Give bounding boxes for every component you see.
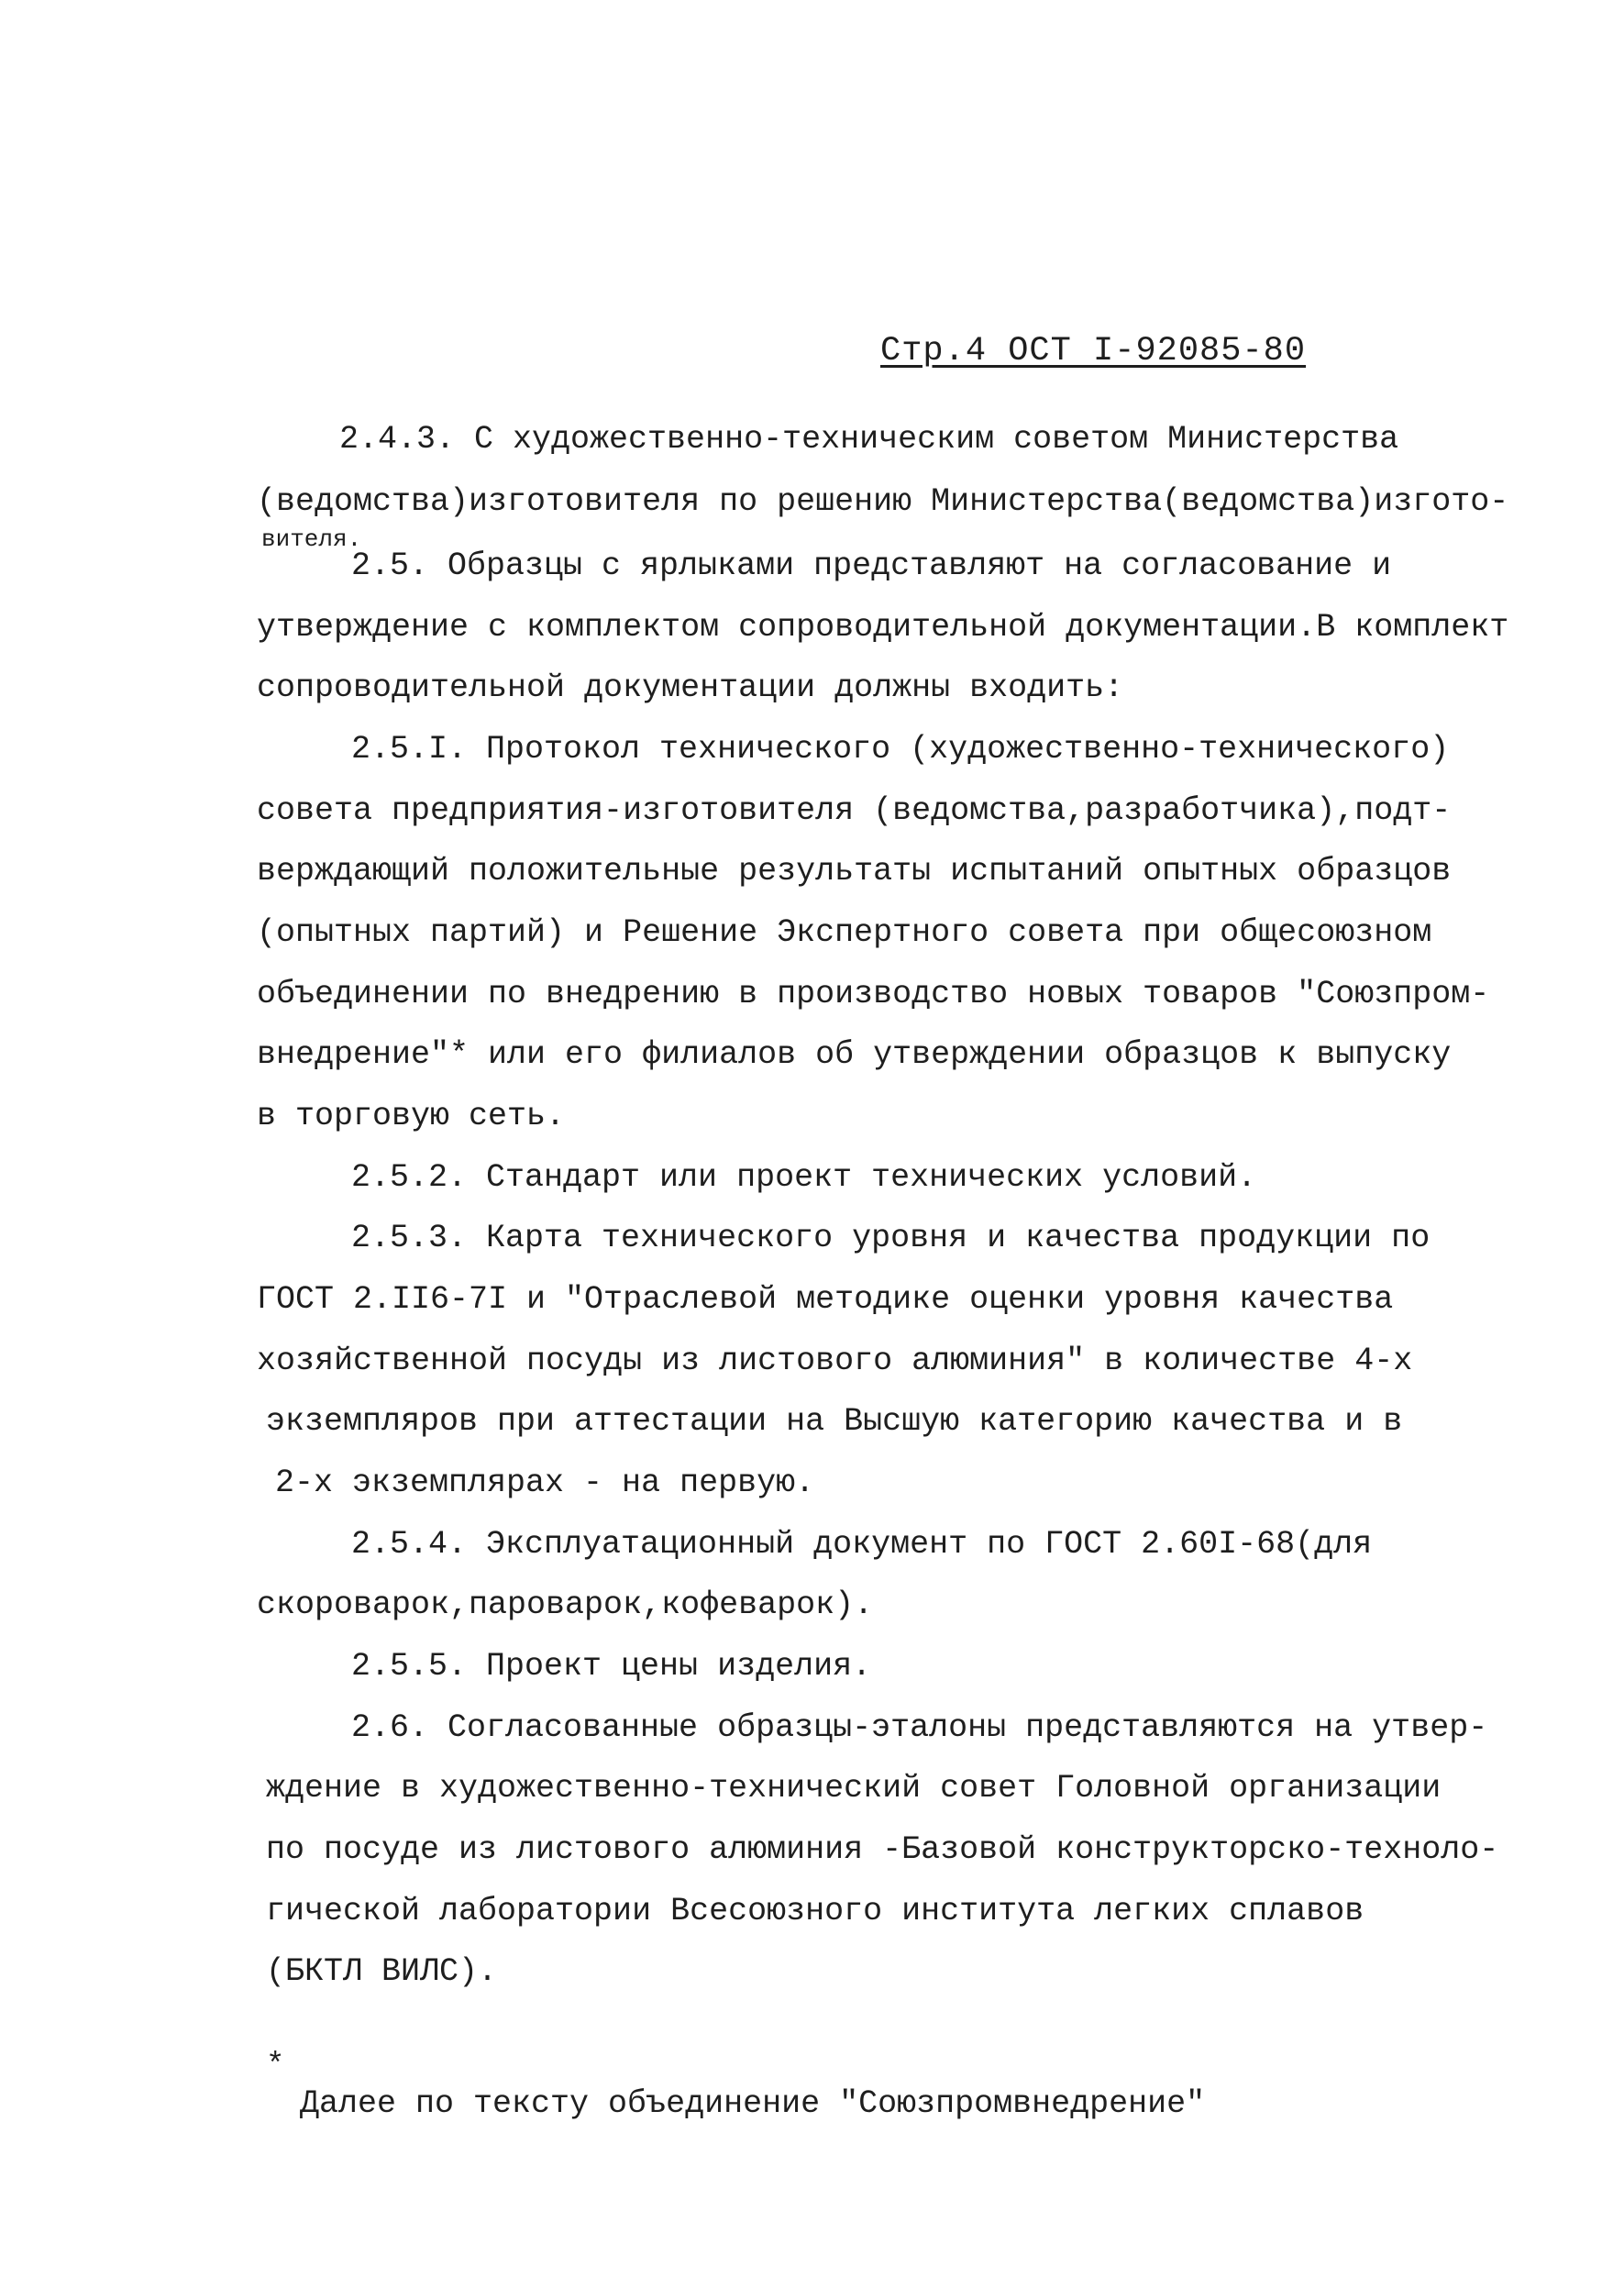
text-line: утверждение с комплектом сопроводительной документации.В комплект: [257, 609, 1509, 646]
text-line: 2.5. Образцы с ярлыками представляют на согласование и: [351, 547, 1392, 584]
text-line: 2.5.I. Протокол технического (художественно-технического): [351, 731, 1450, 768]
text-line: 2.5.2. Стандарт или проект технических условий.: [351, 1159, 1257, 1196]
text-line: внедрение"* или его филиалов об утверждении образцов к выпуску: [257, 1036, 1452, 1073]
text-line: 2-х экземплярах - на первую.: [275, 1465, 815, 1501]
text-line: сопроводительной документации должны входить:: [257, 669, 1124, 706]
text-line: экземпляров при аттестации на Высшую категорию качества и в: [266, 1403, 1403, 1440]
text-line: (ведомства)изготовителя по решению Министерства(ведомства)изгото-: [257, 483, 1509, 520]
text-line: 2.4.3. С художественно-техническим советом Министерства: [339, 421, 1399, 458]
text-line: скороварок,пароварок,кофеварок).: [257, 1586, 874, 1623]
text-line: 2.6. Согласованные образцы-эталоны представляются на утвер-: [351, 1709, 1488, 1746]
text-line: объединении по внедрению в производство новых товаров "Союзпром-: [257, 976, 1490, 1012]
text-line: 2.5.4. Эксплуатационный документ по ГОСТ 2.60I-68(для: [351, 1526, 1373, 1563]
text-line: (опытных партий) и Решение Экспертного совета при общесоюзном: [257, 914, 1432, 951]
text-line: гической лаборатории Всесоюзного института легких сплавов: [266, 1893, 1364, 1929]
text-line: хозяйственной посуды из листового алюминия" в количестве 4-х: [257, 1343, 1413, 1379]
page-header: Стр.4 ОСТ I-92085-80: [880, 332, 1307, 370]
footnote-mark: *: [266, 2049, 285, 2084]
text-line: 2.5.3. Карта технического уровня и качества продукции по: [351, 1220, 1431, 1256]
text-line: ГОСТ 2.II6-7I и "Отраслевой методике оценки уровня качества: [257, 1281, 1394, 1318]
text-line: по посуде из листового алюминия -Базовой конструкторско-техноло-: [266, 1831, 1499, 1868]
text-line: верждающий положительные результаты испытаний опытных образцов: [257, 853, 1452, 890]
text-line: 2.5.5. Проект цены изделия.: [351, 1648, 872, 1685]
footnote-text: Далее по тексту объединение "Союзпромвнедрение": [300, 2085, 1206, 2122]
text-line: ждение в художественно-технический совет Головной организации: [266, 1770, 1442, 1807]
continuation-line: вителя.: [261, 525, 362, 553]
text-line: совета предприятия-изготовителя (ведомства,разработчика),подт-: [257, 792, 1452, 829]
text-line: в торговую сеть.: [257, 1098, 566, 1134]
text-line: (БКТЛ ВИЛС).: [266, 1953, 498, 1990]
